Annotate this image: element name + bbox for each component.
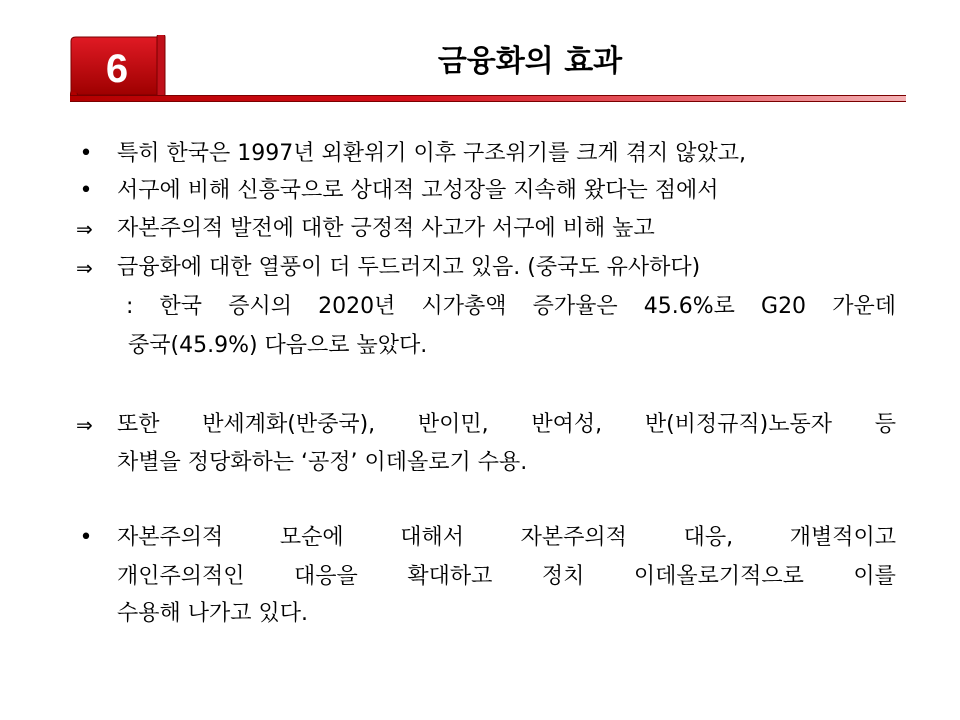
implies-arrow-icon: ⇒ [76,256,93,280]
note-word: 45.6%로 [643,294,735,319]
note-word: : [126,294,134,319]
bullet-word: 정치 [541,564,585,589]
bullet-word: 이데올로기적으로 [633,564,804,589]
bullet-word: 모순에 [279,525,344,550]
arrow-word: 등 [874,412,896,437]
bullet-icon: • [79,525,93,550]
bullet-text [117,562,896,592]
arrow-text [117,410,896,440]
note-word: 증시의 [228,294,292,319]
slide-number-badge [67,35,169,99]
note-word: 시가총액 [421,294,507,319]
note-line [126,292,896,322]
note-line: 중국(45.9%) 다음으로 높았다. [128,333,428,358]
arrow-word: 반(비정규직)노동자 [644,412,833,437]
implies-arrow-icon: ⇒ [76,217,93,241]
slide-number: 6 [105,47,129,91]
bullet-word: 대해서 [400,525,465,550]
arrow-word: 또한 [117,412,160,437]
note-word: 한국 [159,294,203,319]
bullet-word: 대응을 [294,564,358,589]
note-word: 가운데 [832,294,896,319]
arrow-word: 반이민, [417,412,489,437]
note-word: G20 [761,294,807,319]
bullet-text: 특히 한국은 1997년 외환위기 이후 구조위기를 크게 겪지 않았고, [117,141,746,166]
bullet-word: 확대하고 [407,564,493,589]
slide-title: 금융화의 효과 [437,44,623,79]
implies-arrow-icon: ⇒ [76,413,93,437]
arrow-text: 금융화에 대한 열풍이 더 두드러지고 있음. (중국도 유사하다) [117,255,701,280]
bullet-icon: • [79,178,93,203]
bullet-word: 자본주의적 [520,525,627,550]
bullet-icon: • [79,141,93,166]
arrow-text: 자본주의적 발전에 대한 긍정적 사고가 서구에 비해 높고 [117,216,655,241]
bullet-text: 수용해 나가고 있다. [117,601,308,626]
arrow-word: 반여성, [531,412,603,437]
arrow-word: 반세계화(반중국), [202,412,376,437]
bullet-text [117,523,896,553]
bullet-text: 서구에 비해 신흥국으로 상대적 고성장을 지속해 왔다는 점에서 [117,178,719,203]
bullet-word: 이를 [853,564,896,589]
bullet-word: 개인주의적인 [117,564,245,589]
note-word: 증가율은 [532,294,618,319]
bullet-word: 대응, [683,525,734,550]
arrow-text: 차별을 정당화하는 ‘공정’ 이데올로기 수용. [117,450,528,475]
bullet-word: 자본주의적 [117,525,224,550]
note-word: 2020년 [318,294,396,319]
bullet-word: 개별적이고 [789,525,896,550]
title-divider [70,95,906,102]
